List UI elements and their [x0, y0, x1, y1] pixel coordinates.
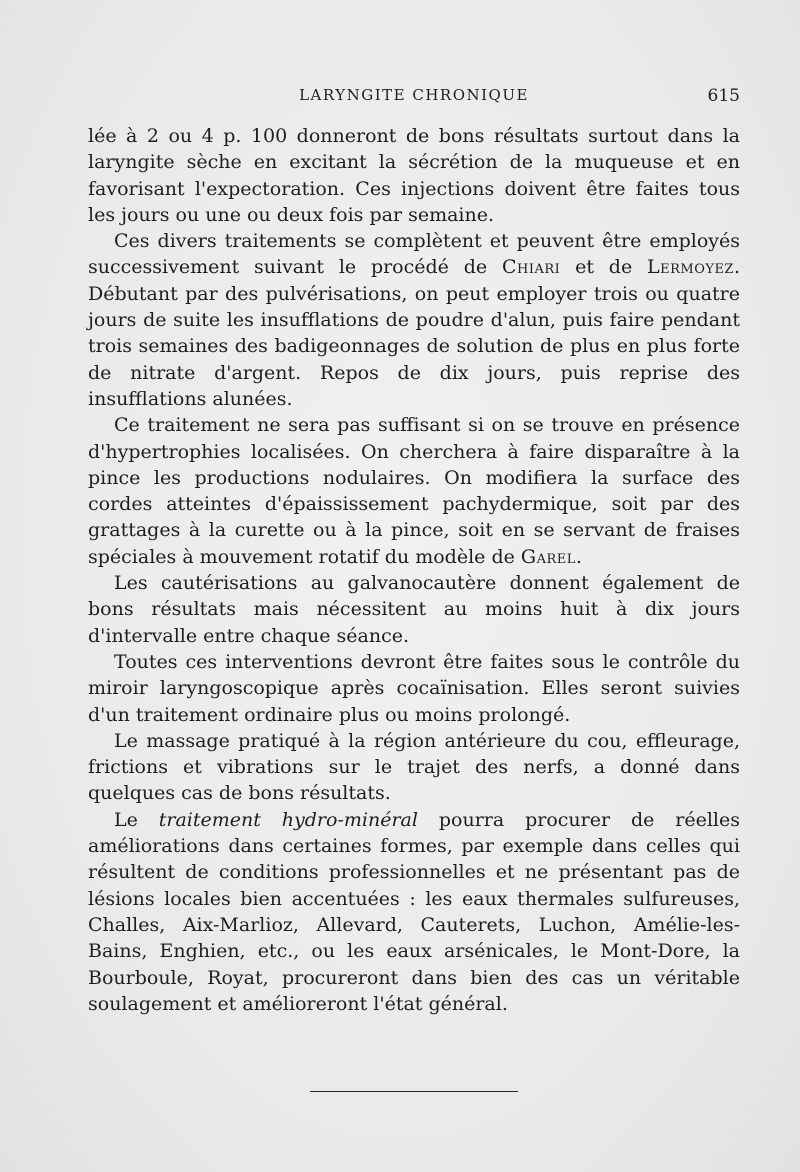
paragraph — [88, 228, 740, 412]
emphasis-text: traitement hydro-minéral — [158, 808, 418, 831]
body-text — [88, 123, 740, 1017]
page-number: 615 — [707, 86, 740, 106]
paragraph-text: Ces divers traitements se complètent et peuvent être employés successivement suivant le procédé de — [88, 230, 740, 279]
paragraph-text: Ce traitement ne sera pas suffisant si on se trouve en présence d'hypertrophies localisées. On cherchera à faire disparaître à la pince les productions nodulaires. On modifiera la surface des cordes atteintes d'épaississement pachydermique, soit par des grattages à la curette ou à la pince, soit en se servant de fraises spéciales à mouvement rotatif du modèle de — [88, 414, 740, 568]
paragraph — [88, 807, 740, 1017]
paragraph-text: lée à 2 ou 4 p. 100 donneront de bons résultats surtout dans la laryngite sèche en excitant la sécrétion de la muqueuse et en favorisant l'expectoration. Ces injections doivent être faites tous les jours ou une ou deux fois par semaine. — [88, 125, 740, 226]
author-name: Lermoyez — [647, 256, 734, 279]
paragraph — [88, 123, 740, 228]
paragraph-text: et de — [560, 256, 647, 279]
paragraph-text: Le massage pratiqué à la région antérieure du cou, effleurage, frictions et vibrations sur le trajet des nerfs, a donné dans quelques cas de bons résultats. — [88, 729, 740, 805]
paragraph-text: pourra procurer de réelles améliorations dans certaines formes, par exemple dans celles qui résultent de conditions professionnelles et ne présentant pas de lésions locales bien accentuées : les eaux thermales sulfureuses, Challes, Aix-Marlioz, Allevard, Cauterets, Luchon, Amélie-les-Bains, Enghien, etc., ou les eaux arsénicales, le Mont-Dore, la Bourboule, Royat, procureront dans bien des cas un véritable soulagement et amélioreront l'état général. — [88, 808, 740, 1015]
paragraph-text: . — [575, 545, 582, 568]
paragraph-text: . Débutant par des pulvérisations, on peut employer trois ou quatre jours de suite les insufflations de poudre d'alun, puis faire pendant trois semaines des badigeonnages de solution de plus en plus forte de nitrate d'argent. Repos de dix jours, puis reprise des insufflations alunées. — [88, 256, 741, 410]
end-rule — [310, 1091, 518, 1092]
paragraph — [88, 412, 740, 570]
author-name: Chiari — [501, 256, 561, 279]
page-header — [88, 86, 740, 110]
paragraph — [88, 649, 740, 728]
paragraph — [88, 570, 740, 649]
paragraph-text: Le — [114, 808, 159, 831]
running-title: LARYNGITE CHRONIQUE — [299, 86, 529, 104]
paragraph-text: Les cautérisations au galvanocautère donnent également de bons résultats mais nécessitent au moins huit à dix jours d'intervalle entre chaque séance. — [88, 572, 740, 647]
paragraph — [88, 728, 740, 807]
author-name: Garel — [520, 545, 576, 568]
paragraph-text: Toutes ces interventions devront être faites sous le contrôle du miroir laryngoscopique après cocaïnisation. Elles seront suivies d'un traitement ordinaire plus ou moins prolongé. — [88, 650, 740, 726]
